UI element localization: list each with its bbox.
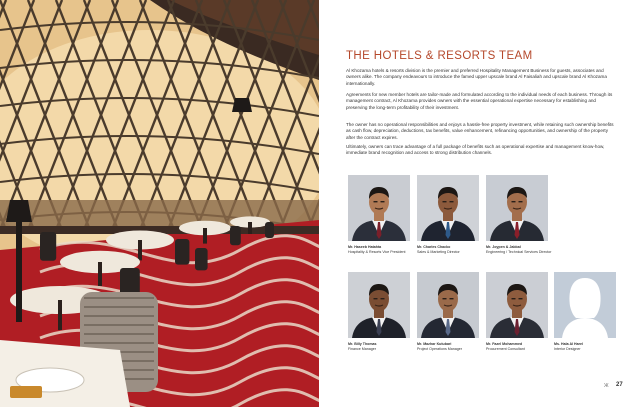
page-number: 27 xyxy=(616,382,623,388)
portrait-photo xyxy=(486,272,548,338)
member-role: Finance Manager xyxy=(348,346,376,351)
member-caption xyxy=(486,342,554,351)
member-name: Ms. Hala Al Harel xyxy=(554,342,584,346)
portrait-photo xyxy=(417,272,479,338)
member-caption xyxy=(486,245,554,254)
member-name: Mr. Haseeb Hatahta xyxy=(348,245,382,249)
member-role: Interior Designer xyxy=(554,346,581,351)
member-role: Project Operations Manager xyxy=(417,346,462,351)
paragraph-owner-benefits: The owner has no operational responsibilities and enjoys a hassle-free property investment, while retaining such ownership benefits as cash flow, depreciation, deductions, tax benefits, value enhancement, refinancing opportunities, and ownership of the property after the contract expires. xyxy=(346,122,614,140)
member-caption xyxy=(417,245,485,254)
member-caption xyxy=(348,342,416,351)
page-title: THE HOTELS & RESORTS TEAM xyxy=(346,50,533,62)
portrait-photo xyxy=(486,175,548,241)
portrait-photo xyxy=(417,175,479,241)
member-name: Mr. Fazel Mohammed xyxy=(486,342,523,346)
member-role: Hospitality & Resorts Vice President xyxy=(348,249,406,254)
paragraph-intro: Al Khozama hotels & resorts division is the premier and preferred Hospitality Management Business for guests, associates and owners alike. The company endeavours to introduce the famed upper upscale brand Al Faisaliah and upscale brand Al Khozama internationally. xyxy=(346,68,607,86)
paragraph-summary: Ultimately, owners can trace advantage of a full package of benefits such as operational expertise and management know-how, immediate brand recognition and access to strong distribution channels. xyxy=(346,144,605,156)
member-name: Mr. Billy Thomas xyxy=(348,342,377,346)
paragraph-agreements: Agreements for new member hotels are tailor-made and formulated according to the individual needs of each business. Through its management contract, Al Khozama provides owners with the essential operational expertise necessary for establishing and preserving the long-term profitability of their investment. xyxy=(346,92,613,110)
member-name: Mr. Charles Chacko xyxy=(417,245,451,249)
member-role: Engineering / Technical Services Director xyxy=(486,249,552,254)
member-caption xyxy=(417,342,485,351)
member-name: Mr. Joypen & Jabbal xyxy=(486,245,521,249)
portrait-photo xyxy=(348,272,410,338)
footer-logo: Ж xyxy=(604,383,609,389)
member-name: Mr. Mazhar Kutubari xyxy=(417,342,452,346)
portrait-placeholder xyxy=(554,272,616,338)
member-caption xyxy=(348,245,416,254)
member-role: Sales & Marketing Director xyxy=(417,249,460,254)
member-role: Procurement Consultant xyxy=(486,346,525,351)
portrait-photo xyxy=(348,175,410,241)
member-caption xyxy=(554,342,622,351)
